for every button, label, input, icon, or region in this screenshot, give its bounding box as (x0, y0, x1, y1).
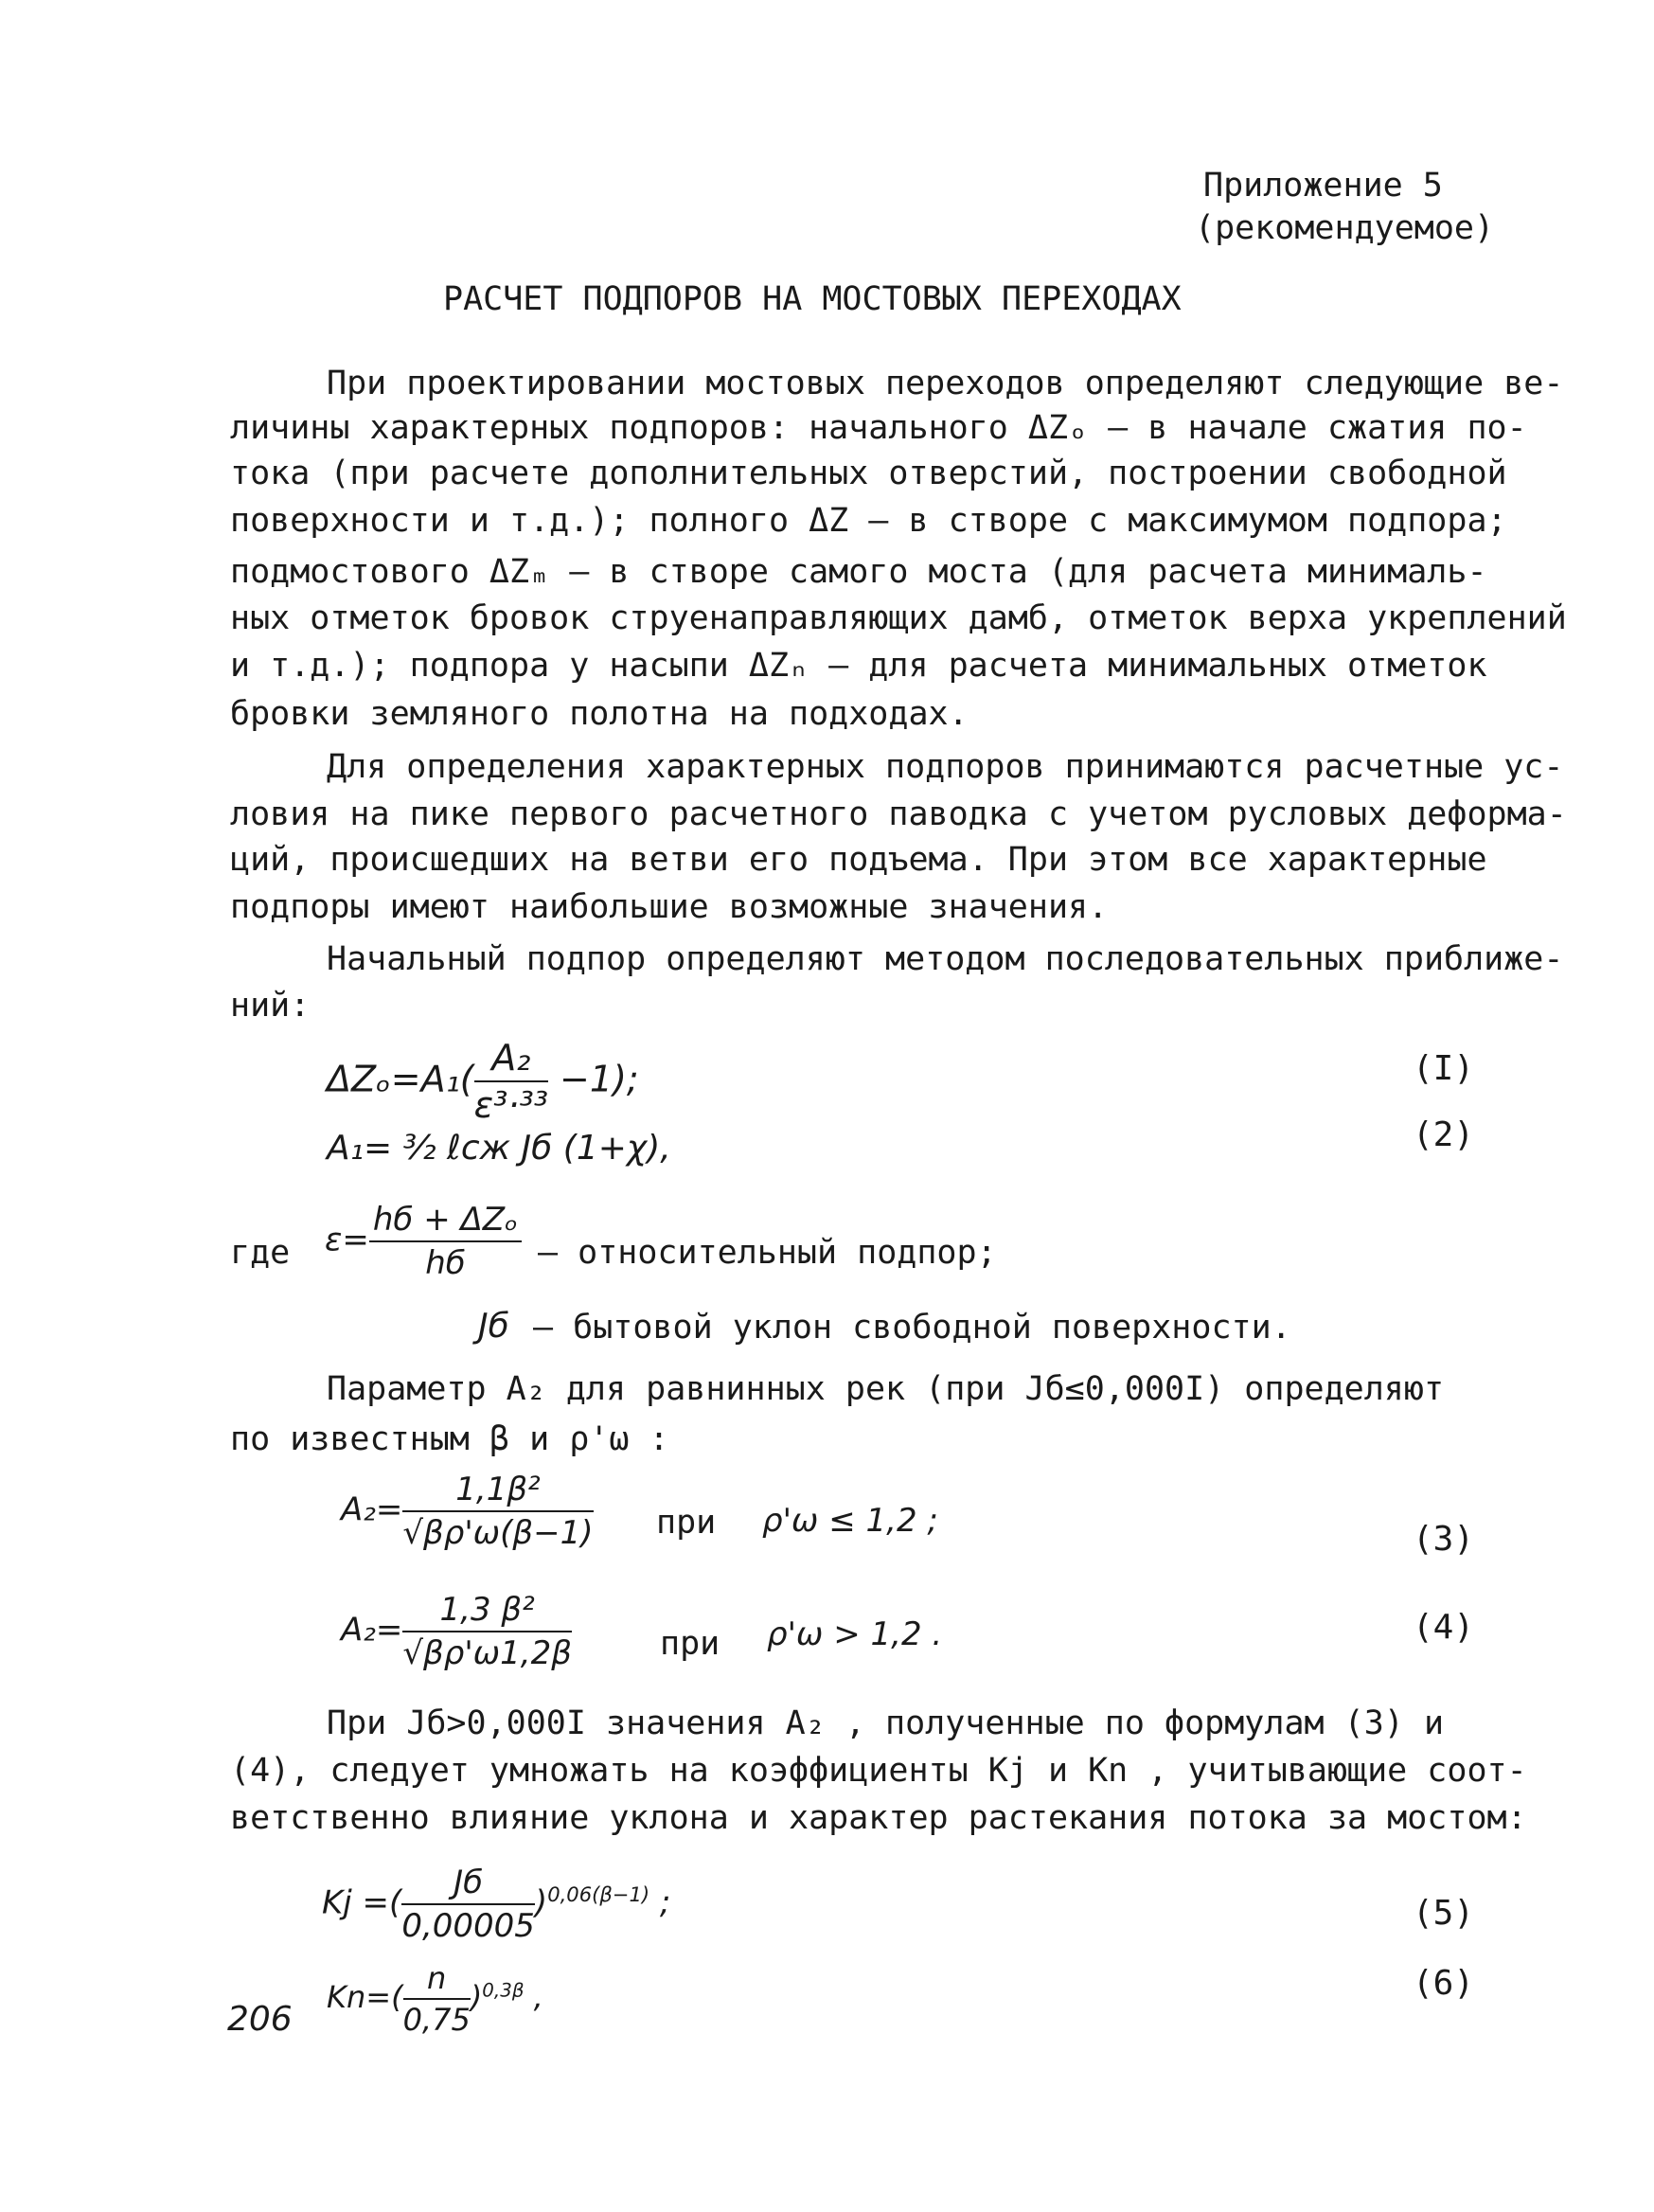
j-description: – бытовой уклон свободной поверхности. (533, 1309, 1291, 1347)
eq2-number: (2) (1413, 1115, 1475, 1154)
eq5-fraction (401, 1864, 535, 1945)
eq4-condition-label: при (660, 1625, 720, 1663)
para3-line: ний: (230, 987, 311, 1025)
equation-5: Kj =( $\frac{Jб}{0,00005}$ )$^{0,06(\beta-1)}$ ; (322, 1864, 671, 1945)
para4-line: Параметр A₂ для равнинных рек (при Jб≤0,000I) определяют (327, 1370, 1445, 1408)
para2-line: Для определения характерных подпоров принимаются расчетные ус- (327, 748, 1564, 786)
eq1-fraction (474, 1037, 548, 1126)
para2-line: подпоры имеют наибольшие возможные значения. (230, 888, 1109, 926)
para2-line: ций, происшедших на ветви его подъема. При этом все характерные (230, 841, 1487, 879)
j-symbol: Jб (478, 1307, 509, 1346)
eq5-tail: ; (649, 1883, 671, 1922)
eq6-tail: , (524, 1979, 543, 2015)
eq6-lhs: Kn=( (327, 1979, 403, 2015)
para2-line: ловия на пике первого расчетного паводка с учетом русловых деформа- (230, 795, 1567, 833)
epsilon-definition (325, 1201, 522, 1282)
eq6-denominator: 0,75 (402, 2002, 471, 2038)
para1-line: подмостового ΔZₘ – в створе самого моста (для расчета минималь- (230, 553, 1487, 591)
para1-line: поверхности и т.д.); полного ΔZ – в створе с максимумом подпора; (230, 502, 1507, 540)
eps-fraction (369, 1201, 522, 1282)
equation-2: A₁= ³⁄₂ ℓсж Jб (1+χ), (327, 1129, 671, 1168)
eq3-condition: ρ'ω ≤ 1,2 ; (762, 1502, 938, 1540)
page-title: РАСЧЕТ ПОДПОРОВ НА МОСТОВЫХ ПЕРЕХОДАХ (443, 280, 1182, 318)
eq5-exponent: 0,06(β−1) (547, 1882, 650, 1907)
para1-line: При проектировании мостовых переходов определяют следующие ве- (327, 365, 1564, 402)
eq6-fraction (403, 1960, 471, 2038)
para1-line: бровки земляного полотна на подходах. (230, 695, 969, 733)
eq4-denominator: √βρ'ω1,2β (402, 1634, 572, 1672)
equation-1 (327, 1037, 639, 1126)
eq6-number: (6) (1413, 1964, 1475, 2003)
eq1-lhs: ΔZₒ=A₁( (327, 1058, 474, 1100)
eq1-denominator: ε³·³³ (473, 1084, 548, 1126)
eq3-lhs: A₂= (341, 1490, 403, 1529)
eq4-condition: ρ'ω > 1,2 . (767, 1615, 943, 1653)
eq1-numerator: A₂ (474, 1037, 548, 1082)
eq3-number: (3) (1413, 1520, 1475, 1559)
eps-denominator: hб (425, 1244, 466, 1282)
eq4-number: (4) (1413, 1608, 1475, 1647)
eps-lhs: ε= (325, 1221, 369, 1259)
eq6-exponent: 0,3β (482, 1979, 525, 2002)
equation-4 (341, 1591, 572, 1672)
eq4-lhs: A₂= (341, 1611, 403, 1650)
para3-line: Начальный подпор определяют методом последовательных приближе- (327, 940, 1564, 978)
eq3-numerator: 1,1β² (402, 1471, 593, 1512)
para1-line: личины характерных подпоров: начального ΔZₒ – в начале сжатия по- (230, 409, 1527, 447)
eq5-denominator: 0,00005 (401, 1907, 535, 1945)
appendix-status: (рекомендуемое) (1195, 209, 1495, 247)
epsilon-description: – относительный подпор; (538, 1234, 997, 1272)
eq1-tail: −1); (547, 1058, 639, 1100)
eq5-numerator: Jб (401, 1864, 535, 1905)
eq3-fraction (402, 1471, 593, 1552)
eq5-number: (5) (1413, 1894, 1475, 1933)
equation-6: Kn=( $\frac{n}{0,75}$ )$^{0,3\beta}$ , (327, 1960, 543, 2038)
where-label: где (230, 1234, 291, 1272)
eq3-denominator: √βρ'ω(β−1) (402, 1514, 594, 1552)
eq4-fraction (402, 1591, 572, 1672)
para5-line: При Jб>0,000I значения A₂ , полученные по формулам (3) и (327, 1704, 1445, 1742)
para1-line: и т.д.); подпора у насыпи ΔZₙ – для расчета минимальных отметок (230, 647, 1487, 685)
appendix-label: Приложение 5 (1203, 167, 1443, 205)
eq3-condition-label: при (656, 1504, 717, 1542)
eq4-numerator: 1,3 β² (402, 1591, 572, 1632)
para5-line: (4), следует умножать на коэффициенты Kj и Kn , учитывающие соот- (230, 1752, 1527, 1790)
page-number: 206 (227, 2000, 293, 2039)
para5-line: ветственно влияние уклона и характер растекания потока за мостом: (230, 1799, 1527, 1837)
eq1-number: (I) (1413, 1049, 1475, 1088)
para4-line: по известным β и ρ'ω : (230, 1420, 669, 1458)
para1-line: ных отметок бровок струенаправляющих дамб, отметок верха укреплений (230, 599, 1567, 637)
eq5-lhs: Kj =( (322, 1883, 402, 1922)
equation-3 (341, 1471, 594, 1552)
para1-line: тока (при расчете дополнительных отверстий, построении свободной (230, 455, 1507, 492)
eq6-numerator: n (403, 1960, 471, 2000)
eps-numerator: hб + ΔZₒ (369, 1201, 522, 1242)
